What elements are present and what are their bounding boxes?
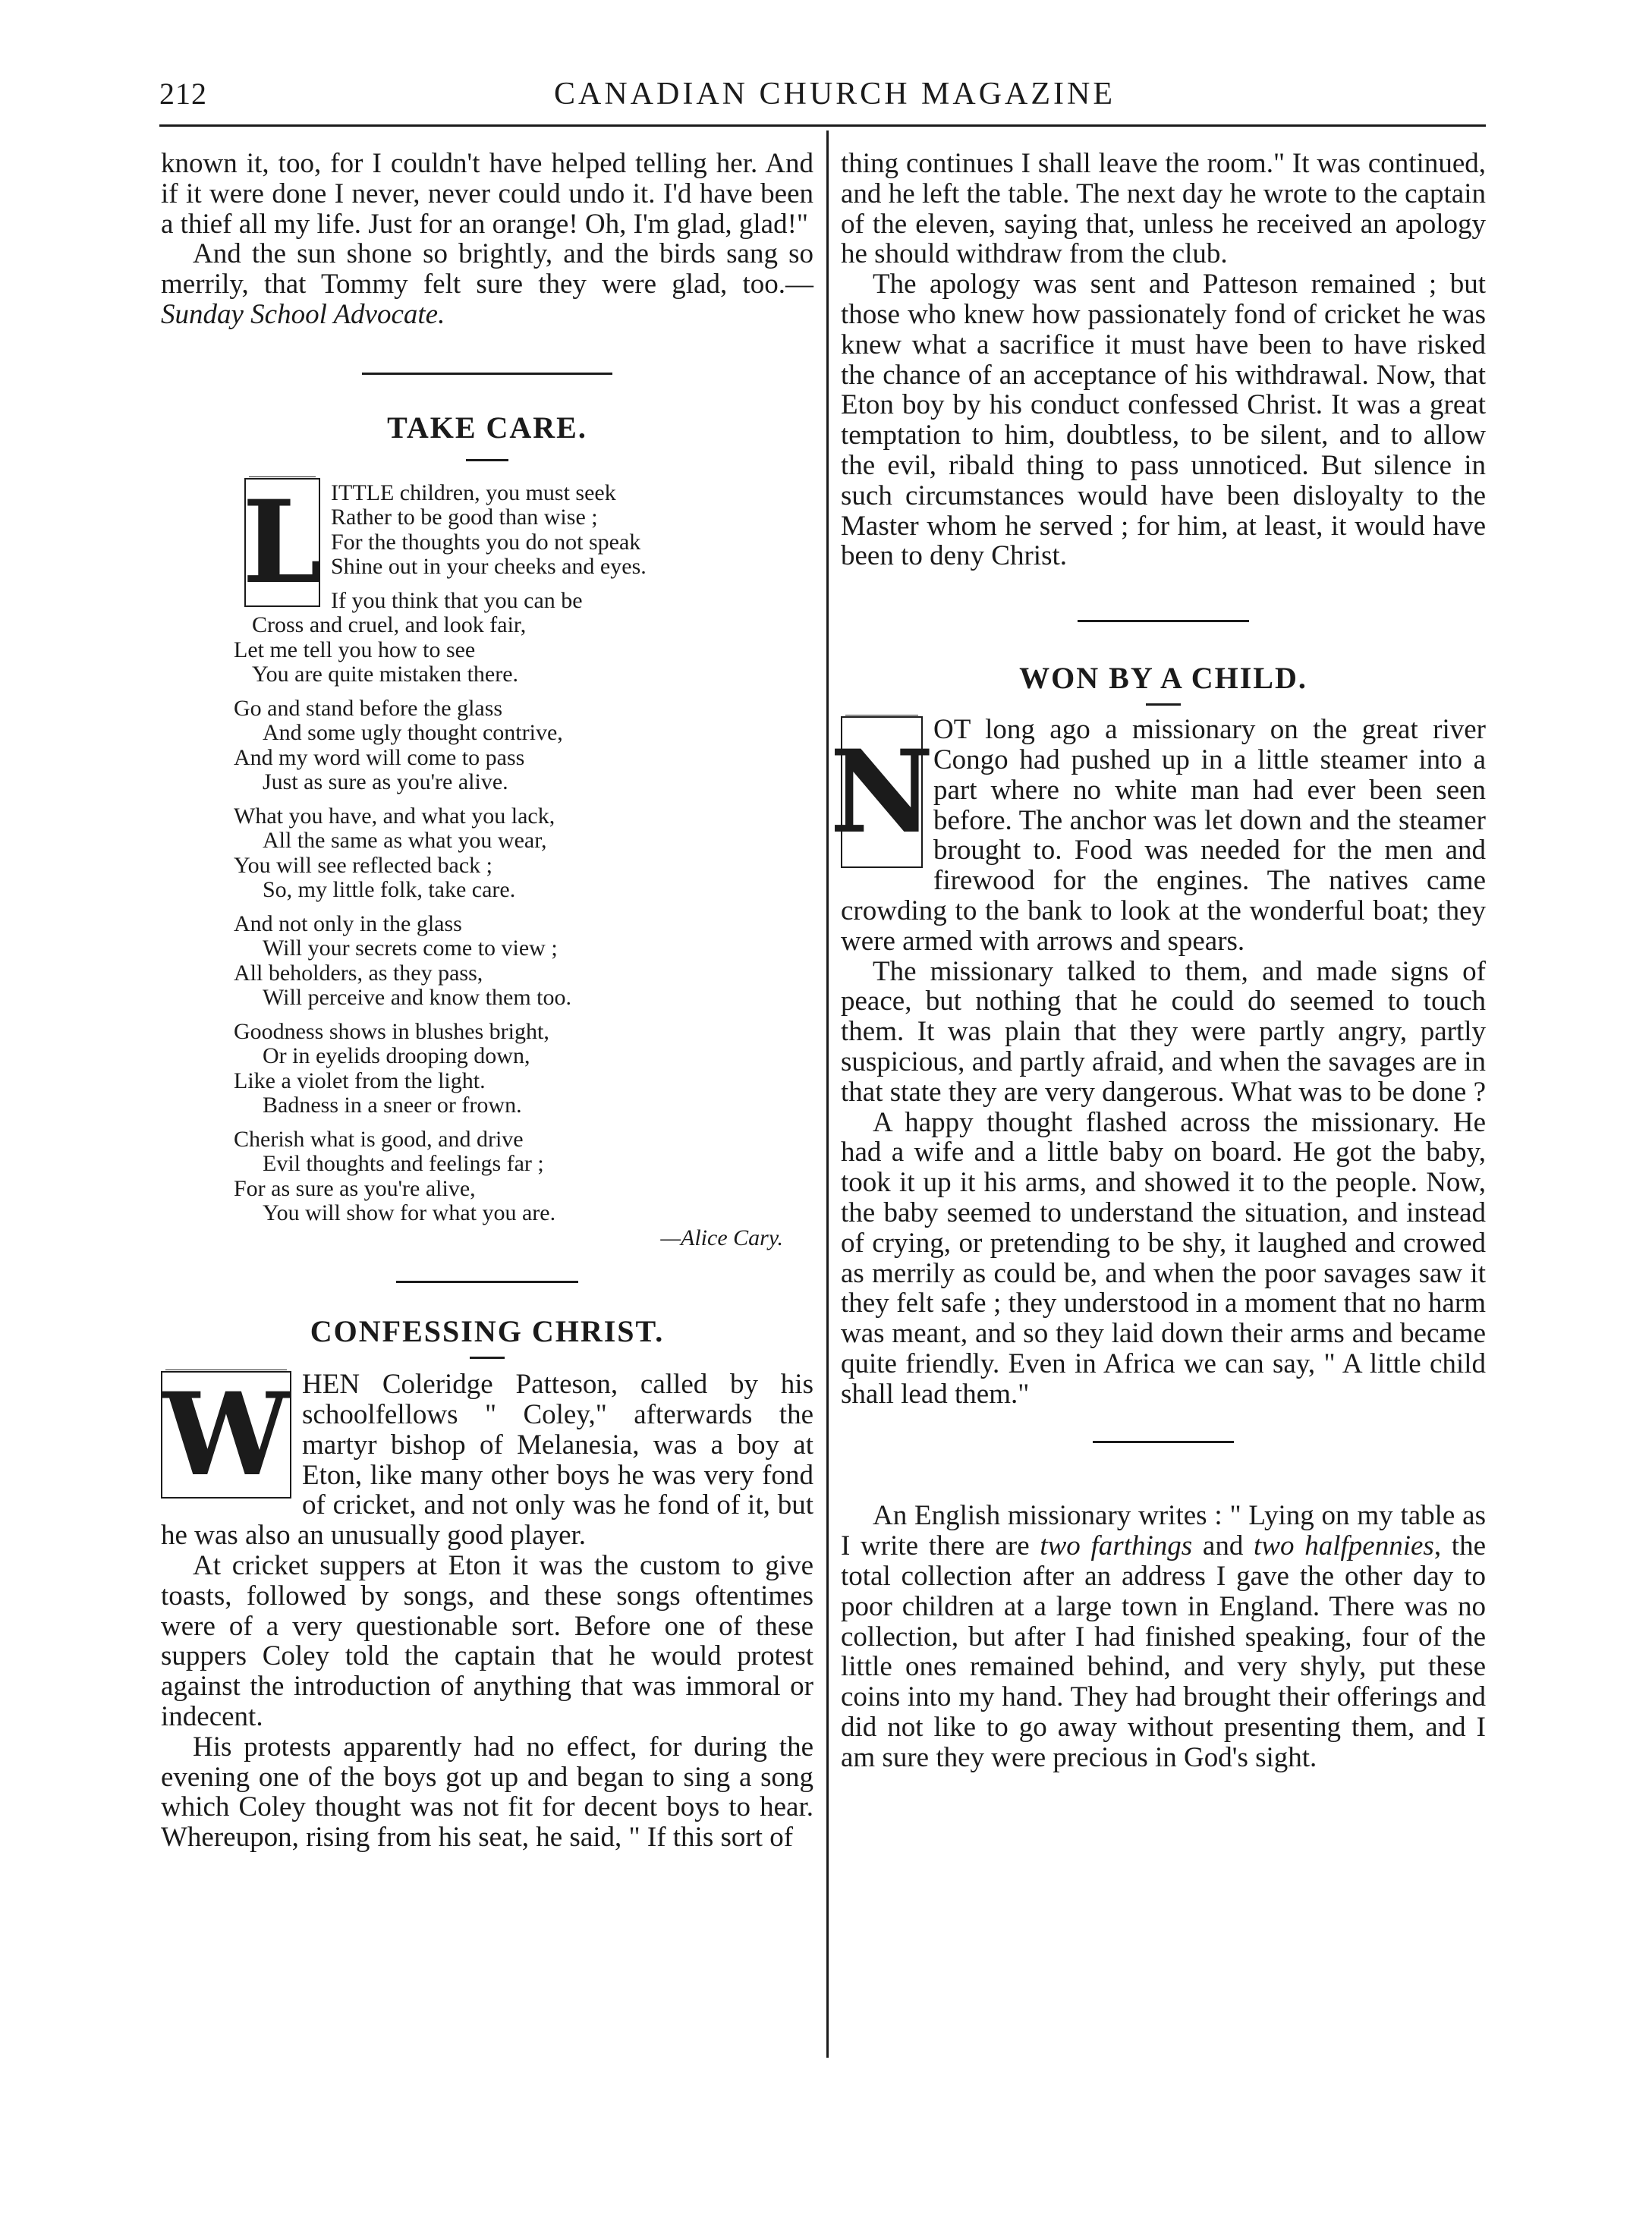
coins-halfpennies: two halfpennies xyxy=(1254,1530,1434,1562)
poem-line: Cross and cruel, and look fair, xyxy=(252,612,527,638)
dropcap-n-ornament xyxy=(829,716,934,868)
poem-line: And not only in the glass xyxy=(234,910,462,936)
poem-line: You will show for what you are. xyxy=(263,1200,556,1226)
poem-line: You will see reflected back ; xyxy=(234,852,493,878)
poem-line: For the thoughts you do not speak xyxy=(331,529,641,555)
story-ending-text: And the sun shone so brightly, and the birds sang so merrily, that Tommy felt sure they were glad, too.— xyxy=(161,238,813,300)
poem-line: Shine out in your cheeks and eyes. xyxy=(331,554,647,580)
won-paragraph-3: A happy thought flashed across the missionary. He had a wife and a little baby on board. He got the baby, took it up it his arms, and showed it to the people. Now, the baby seemed to understand the situation, and instead of crying, or pretending to be shy, it laughed and crowed as merrily as could be, and when the poor savages saw it they felt safe ; they understood in a moment that no harm was meant, and so they laid down their arms and became quite friendly. Even in Africa we can say, " A little child shall lead them." xyxy=(841,1106,1486,1410)
missionary-paragraph xyxy=(841,1501,1486,1772)
dropcap-w-ornament xyxy=(161,1368,291,1502)
missionary-lead: An English missionary writes : " Lying on my table as I write there are xyxy=(841,1500,1486,1562)
poem-line: ITTLE children, you must seek xyxy=(331,480,616,505)
poem-line: Let me tell you how to see xyxy=(234,637,476,662)
take-care-title: TAKE CARE. xyxy=(387,410,587,445)
title-rule xyxy=(466,459,508,461)
title-rule xyxy=(470,1357,505,1359)
page-header xyxy=(159,76,1486,121)
won-by-child-title: WON BY A CHILD. xyxy=(1019,661,1307,696)
coins-and: and xyxy=(1192,1530,1254,1562)
poem-stanza xyxy=(234,912,813,1011)
story-continuation-paragraph: known it, too, for I couldn't have helped telling her. And if it were done I never, never could undo it. I'd have been a thief all my life. Just for an orange! Oh, I'm glad, glad!" xyxy=(161,148,813,240)
poem-line: Badness in a sneer or frown. xyxy=(263,1093,522,1118)
missionary-rest: , the total collection after an address I gave the other day to poor children at a large town in England. There was no collection, but after I had finished speaking, four of the little ones remained behind, and very shyly, put these coins into my hand. They had brought their offerings and did not like to go away without presenting them, and I am sure they were precious in God's sight. xyxy=(841,1530,1486,1773)
dropcap-letter: W xyxy=(162,1368,291,1502)
confessing-cont-paragraph-1: thing continues I shall leave the room." It was continued, and he left the table. The next day he wrote to the captain of the eleven, saying that, unless he received an apology he should withdraw from the club. xyxy=(841,148,1486,270)
poem-stanza-cont xyxy=(161,613,813,687)
poem-line: Rather to be good than wise ; xyxy=(331,505,598,530)
confessing-christ-title: CONFESSING CHRIST. xyxy=(310,1314,665,1349)
poem-line: Just as sure as you're alive. xyxy=(263,769,508,795)
confessing-cont-paragraph-2: The apology was sent and Patteson remained ; but those who knew how passionately fond of cricket he was knew what a sacrifice it must have been to have risked the chance of an acceptance of his withdrawal. Now, that Eton boy by his conduct confessed Christ. It was a great temptation to him, doubtless, to be silent, and to allow the evil, ribald thing to pass unnoticed. But silence in such circumstances would have been disloyalty to the Master whom he served ; for him, at least, it would have been to deny Christ. xyxy=(841,269,1486,572)
poem-line: Go and stand before the glass xyxy=(234,695,503,721)
poem-line: Like a violet from the light. xyxy=(234,1068,486,1093)
won-paragraph-2: The missionary talked to them, and made signs of peace, but nothing that he could do seemed to touch them. It was plain that they were partly angry, partly suspicious, and partly afraid, and when the savages are in that state they are very dangerous. What was to be done ? xyxy=(841,955,1487,1108)
poem-line: Or in eyelids drooping down, xyxy=(263,1043,530,1069)
poem-line: All the same as what you wear, xyxy=(263,828,547,854)
poem-line: If you think that you can be xyxy=(331,587,583,613)
poem-line: Will your secrets come to view ; xyxy=(263,936,558,961)
won-paragraph-1: OT long ago a missionary on the great river Congo had pushed up in a little steamer into a part where no white man had ever been seen before. The anchor was let down and the steamer brought to. Food was needed for the men and firewood for the engines. The natives came crowding to the bank to look at the wonderful boat; they were armed with arrows and spears. xyxy=(841,714,1486,957)
header-rule xyxy=(159,124,1486,127)
poem-stanza xyxy=(234,804,813,903)
poem-stanza xyxy=(234,1127,813,1226)
poem-line: All beholders, as they pass, xyxy=(234,960,483,986)
right-column xyxy=(829,148,1487,1773)
poem-line: Goodness shows in blushes bright, xyxy=(234,1018,549,1044)
coins-farthings: two farthings xyxy=(1040,1530,1193,1562)
poem-line: You are quite mistaken there. xyxy=(252,662,519,687)
page-number: 212 xyxy=(159,77,207,111)
poem-line: And some ugly thought contrive, xyxy=(263,720,563,746)
confessing-paragraph-2: At cricket suppers at Eton it was the custom to give toasts, followed by songs, and these songs oftentimes were of a very questionable sort. Before one of these suppers Coley told the captain that he would protest against the introduction of anything that was immoral or indecent. xyxy=(161,1550,813,1733)
poem-line: Cherish what is good, and drive xyxy=(234,1126,524,1152)
poem-line: And my word will come to pass xyxy=(234,744,525,770)
poem-line: For as sure as you're alive, xyxy=(234,1175,476,1201)
poem-line: Will perceive and know them too. xyxy=(263,985,572,1011)
dropcap-l-ornament xyxy=(242,475,323,609)
poem-line: What you have, and what you lack, xyxy=(234,803,555,829)
column-divider xyxy=(826,131,829,2058)
poem-stanza xyxy=(234,1020,813,1118)
title-rule xyxy=(1146,703,1181,706)
running-title: CANADIAN CHURCH MAGAZINE xyxy=(554,77,1115,112)
dropcap-letter: N xyxy=(829,725,934,860)
poem-stanza xyxy=(234,697,813,795)
take-care-poem xyxy=(161,476,813,1251)
confessing-paragraph-1: HEN Coleridge Patteson, called by his schoolfellows " Coley," afterwards the martyr bishop of Melanesia, was a boy at Eton, like many other boys he was very fond of cricket, and not only was he fond of it, but he was also an unusually good player. xyxy=(161,1369,813,1552)
dropcap-letter: L xyxy=(242,475,323,609)
confessing-paragraph-3: His protests apparently had no effect, for during the evening one of the boys got up and began to sing a song which Coley thought was not fit for decent boys to hear. Whereupon, rising from his seat, he said, " If this sort of xyxy=(161,1731,813,1854)
poem-line: Evil thoughts and feelings far ; xyxy=(263,1151,544,1177)
poem-line: So, my little folk, take care. xyxy=(263,877,516,903)
story-source: Sunday School Advocate. xyxy=(161,298,445,330)
story-ending-paragraph xyxy=(161,239,813,329)
left-column xyxy=(161,149,813,1853)
poem-author: —Alice Cary. xyxy=(660,1225,783,1250)
